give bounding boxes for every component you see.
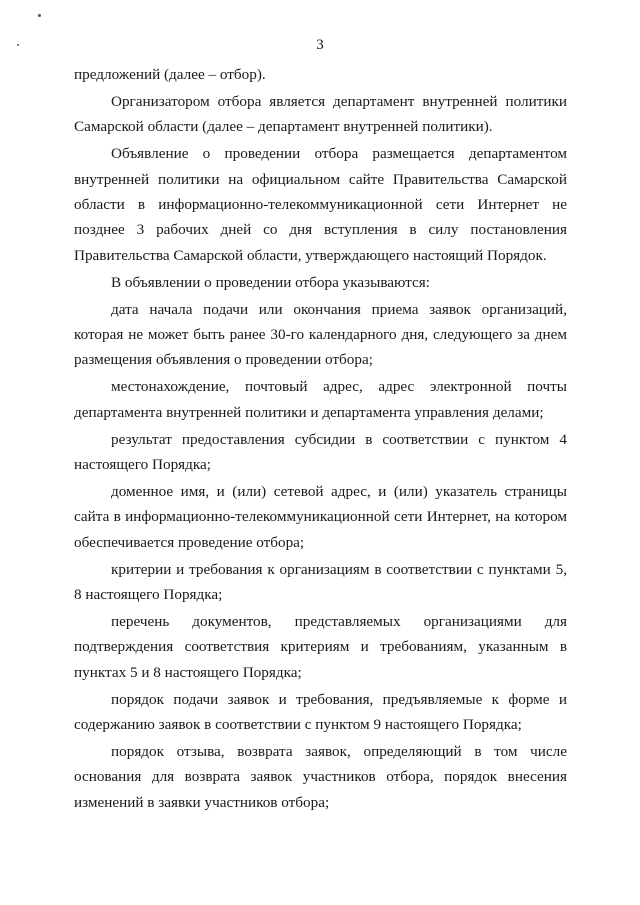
list-item-dates: дата начала подачи или окончания приема заявок организаций, которая не может быть ранее 30-го календарного дня, следующего за днем размещения объявления о проведении отбора; (74, 300, 567, 369)
paragraph-organizer: Организатором отбора является департамент внутренней политики Самарской области (далее – департамент внутренней политики). (74, 92, 567, 136)
list-item-result: результат предоставления субсидии в соответствии с пунктом 4 настоящего Порядка; (74, 430, 567, 474)
list-item-criteria: критерии и требования к организациям в соответствии с пунктами 5, 8 настоящего Порядка; (74, 560, 567, 604)
paragraph-announcement-contents: В объявлении о проведении отбора указываются: (111, 273, 430, 291)
list-item-submission: порядок подачи заявок и требования, предъявляемые к форме и содержанию заявок в соответствии с пунктом 9 настоящего Порядка; (74, 690, 567, 734)
paragraph-announcement: Объявление о проведении отбора размещается департаментом внутренней политики на официальном сайте Правительства Самарской области в информационно-телекоммуникационной сети Интернет не позднее 3 рабочих дней со дня вступления в силу постановления Правительства Самарской области, утверждающего настоящий Порядок. (74, 145, 567, 264)
page-number: 3 (316, 37, 324, 53)
list-item-domain: доменное имя, и (или) сетевой адрес, и (или) указатель страницы сайта в информационно-телекоммуникационной сети Интернет, на котором обеспечивается проведение отбора; (74, 483, 567, 551)
list-item-documents: перечень документов, представляемых организациями для подтверждения соответствия критериям и требованиям, указанным в пунктах 5 и 8 настоящего Порядка; (74, 613, 567, 681)
paragraph-continuation: предложений (далее – отбор). (74, 66, 266, 83)
document-body (74, 62, 567, 817)
scan-speck (38, 14, 41, 17)
list-item-withdrawal: порядок отзыва, возврата заявок, определяющий в том числе основания для возврата заявок участников отбора, порядок внесения изменений в заявки участников отбора; (74, 743, 567, 811)
list-item-location: местонахождение, почтовый адрес, адрес электронной почты департамента внутренней политики и департамента управления делами; (74, 378, 567, 421)
